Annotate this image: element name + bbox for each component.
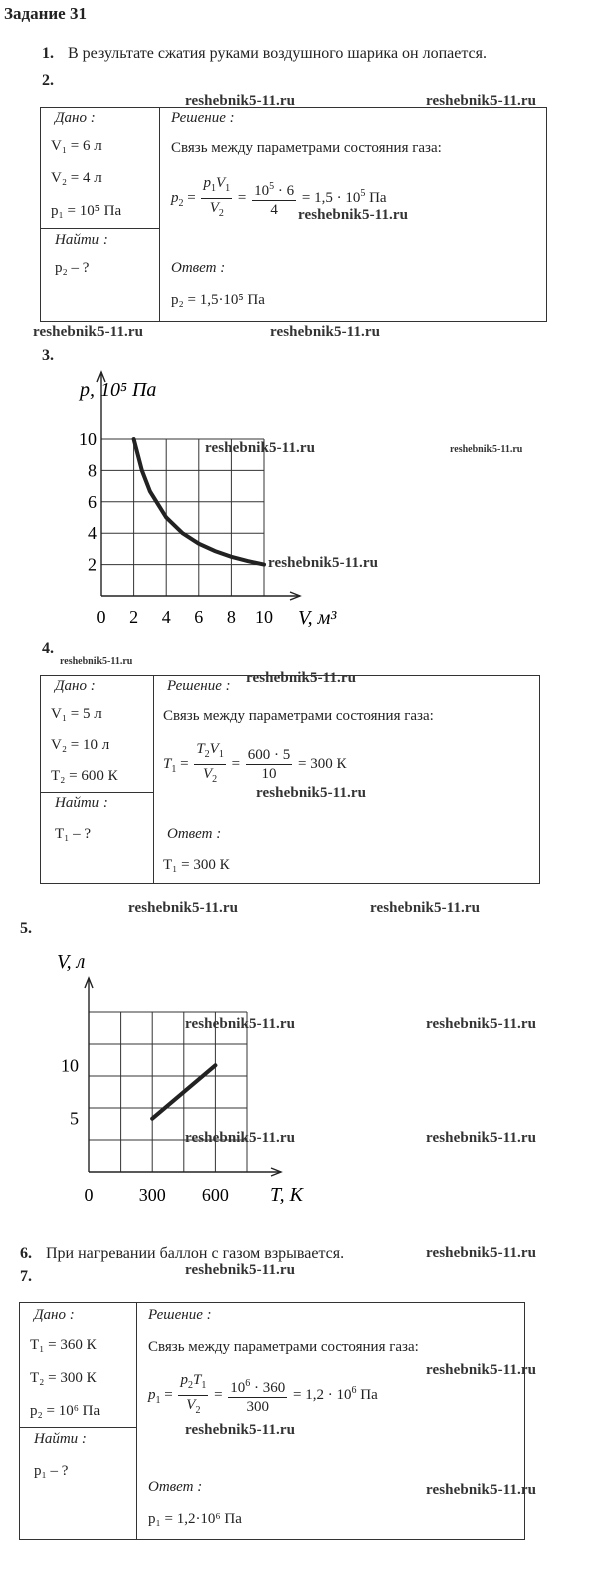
relation-text: Связь между параметрами состояния газа: [148,1339,419,1355]
given-value: p₂ = 10⁶ Па [30,1403,101,1419]
answer-label: Ответ : [148,1479,203,1495]
x-tick-label: 300 [138,1185,166,1205]
y-tick-label: 10 [79,429,97,449]
answer-value: T₁ = 300 К [163,857,230,873]
watermark: reshebnik5-11.ru [298,207,409,223]
watermark: reshebnik5-11.ru [128,900,239,916]
y-axis-label: p, 10⁵ Па [80,379,157,401]
watermark: reshebnik5-11.ru [268,555,379,571]
given-label: Дано : [55,678,96,694]
relation-text: Связь между параметрами состояния газа: [163,708,434,724]
item-number-3: 3. [42,347,54,364]
y-tick-label: 10 [61,1055,79,1076]
solution-formula: $p_1$ = $\frac{p_2T_1}{V_2}$ = $\frac{10^6 \cdot 360}{300}$ = $1,2 \cdot 10^6$ Па [148,1372,378,1416]
item-number-6: 6. [20,1245,32,1262]
item-text-6: При нагревании баллон с газом взрывается. [46,1245,345,1262]
item-number-7: 7. [20,1268,32,1285]
given-value: V₁ = 5 л [51,706,102,722]
watermark: reshebnik5-11.ru [60,656,133,667]
watermark: reshebnik5-11.ru [450,444,523,455]
x-tick-label: 0 [96,607,106,627]
watermark: reshebnik5-11.ru [426,1016,537,1032]
x-tick-label: 8 [226,607,236,627]
watermark: reshebnik5-11.ru [270,324,381,340]
item-number-1: 1. [42,45,54,62]
answer-label: Ответ : [171,260,226,276]
watermark: reshebnik5-11.ru [426,1245,537,1261]
watermark: reshebnik5-11.ru [426,1362,537,1378]
watermark: reshebnik5-11.ru [426,1482,537,1498]
solution-formula: $T_1$ = $\frac{T_2V_1}{V_2}$ = $\frac{600 \cdot 5}{10}$ = 300 К [163,741,347,785]
watermark: reshebnik5-11.ru [185,1016,296,1032]
relation-text: Связь между параметрами состояния газа: [171,140,442,156]
x-tick-label: 4 [161,607,171,627]
find-value: T₁ – ? [55,826,92,842]
given-value: T₂ = 600 К [51,768,118,784]
item-number-4: 4. [42,640,54,657]
watermark: reshebnik5-11.ru [185,1422,296,1438]
y-tick-label: 4 [88,523,97,544]
y-tick-label: 5 [70,1108,79,1129]
given-value: V₁ = 6 л [51,138,102,154]
given-value: V₂ = 10 л [51,737,110,753]
x-axis-label: T, К [270,1184,303,1206]
x-tick-label: 10 [255,607,273,627]
answer-label: Ответ : [167,826,222,842]
watermark: reshebnik5-11.ru [185,1130,296,1146]
given-label: Дано : [55,110,96,126]
watermark: reshebnik5-11.ru [370,900,481,916]
item-number-2: 2. [42,72,54,89]
item-text-1: В результате сжатия руками воздушного шарика он лопается. [68,45,487,62]
watermark: reshebnik5-11.ru [256,785,367,801]
item-number-5: 5. [20,920,32,937]
watermark: reshebnik5-11.ru [205,440,316,456]
task-7-table [19,1302,525,1540]
solution-label: Решение : [167,678,231,694]
given-value: T₁ = 360 К [30,1337,97,1353]
find-label: Найти : [55,795,108,811]
solution-label: Решение : [148,1307,212,1323]
watermark: reshebnik5-11.ru [33,324,144,340]
y-tick-label: 6 [88,491,97,512]
answer-value: p₂ = 1,5·10⁵ Па [171,292,265,308]
watermark: reshebnik5-11.ru [426,1130,537,1146]
y-tick-label: 8 [88,460,97,481]
y-axis-label: V, л [57,951,86,973]
x-tick-label: 600 [201,1185,229,1205]
watermark: reshebnik5-11.ru [426,93,537,109]
solution-formula: $p_2$ = $\frac{p_1V_1}{V_2}$ = $\frac{10^5 \cdot 6}{4}$ = $1,5 \cdot 10^5$ Па [171,175,387,219]
page-title: Задание 31 [4,4,87,23]
watermark: reshebnik5-11.ru [185,1262,296,1278]
given-label: Дано : [34,1307,75,1323]
given-value: p₁ = 10⁵ Па [51,203,122,219]
answer-value: p₁ = 1,2·10⁶ Па [148,1511,242,1527]
divider [20,1427,136,1428]
find-value: p₁ – ? [34,1463,69,1479]
x-axis-label: V, м³ [298,607,337,629]
find-label: Найти : [34,1431,87,1447]
y-tick-label: 2 [88,554,97,575]
given-value: T₂ = 300 К [30,1370,97,1386]
x-tick-label: 6 [194,607,204,627]
x-tick-label: 2 [129,607,139,627]
x-tick-label: 0 [84,1185,94,1205]
watermark: reshebnik5-11.ru [246,670,357,686]
find-value: p₂ – ? [55,260,90,276]
solution-label: Решение : [171,110,235,126]
given-value: V₂ = 4 л [51,170,102,186]
find-label: Найти : [55,232,108,248]
watermark: reshebnik5-11.ru [185,93,296,109]
